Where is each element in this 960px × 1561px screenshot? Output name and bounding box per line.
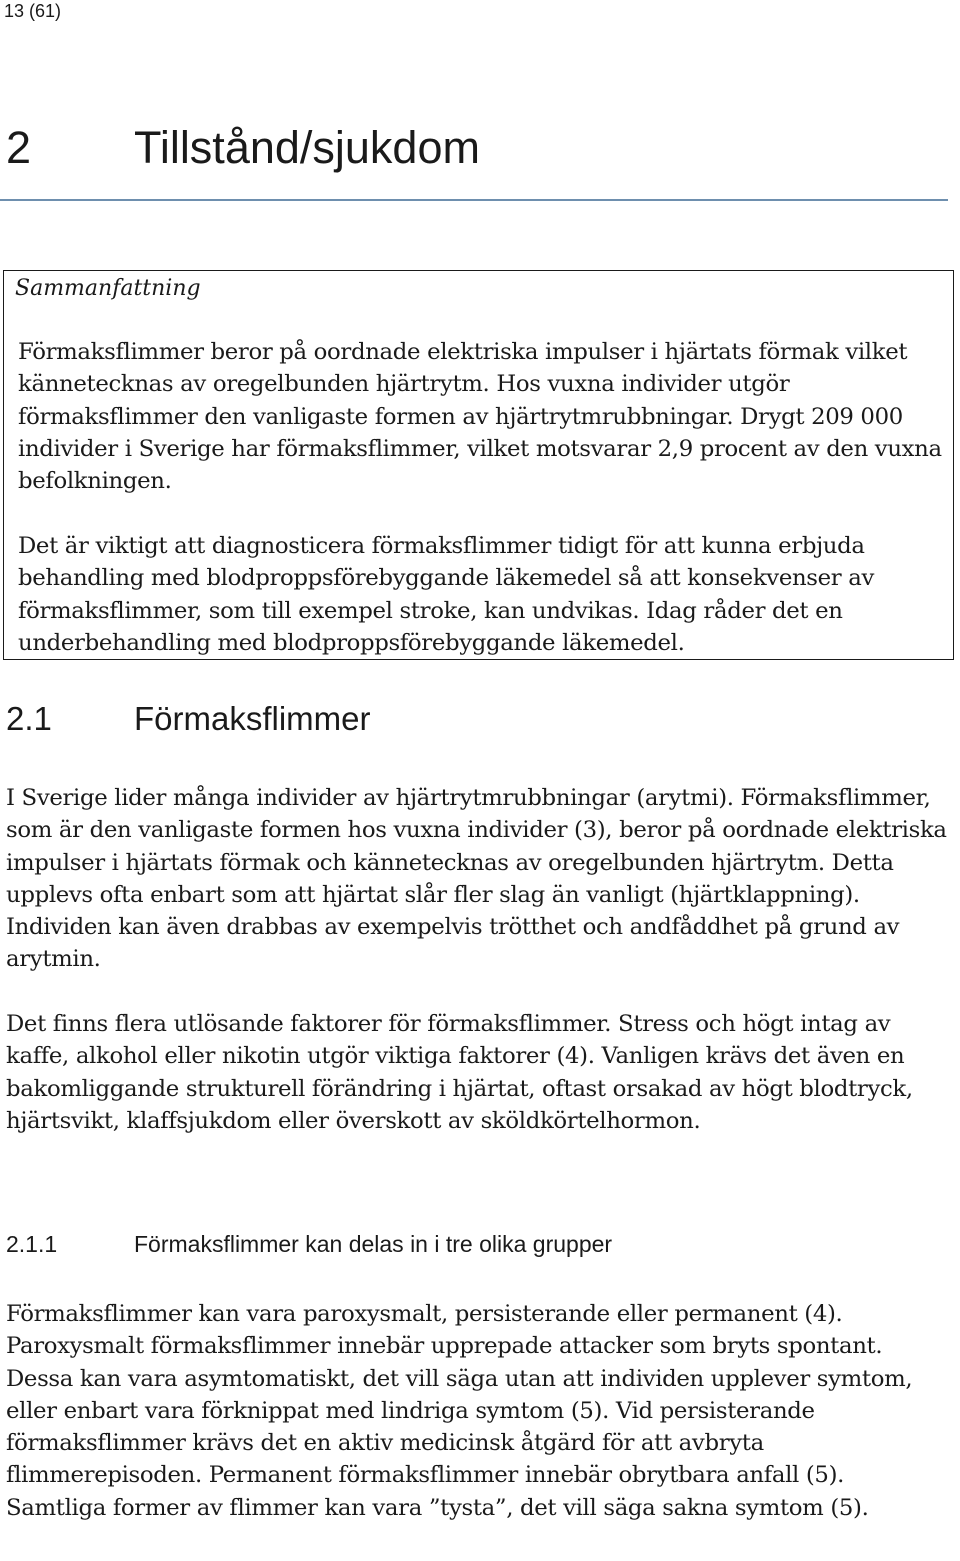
chapter-title: Tillstånd/sjukdom (134, 122, 480, 173)
section-heading (6, 698, 371, 740)
chapter-heading-rule (0, 199, 948, 201)
summary-paragraph-1: Förmaksflimmer beror på oordnade elektriska impulser i hjärtats förmak vilket kännetecknas av oregelbunden hjärtrytm. Hos vuxna individer utgör förmaksflimmer den vanligaste formen av hjärtrytmrubbningar. Drygt 209 000 individer i Sverige har förmaksflimmer, vilket motsvarar 2,9 procent av den vuxna befolkningen. (18, 339, 942, 495)
section-title: Förmaksflimmer (134, 700, 371, 737)
page-number: 13 (61) (4, 1, 62, 21)
section-number: 2.1 (6, 700, 52, 737)
subsection-number: 2.1.1 (6, 1231, 58, 1257)
summary-title: Sammanfattning (15, 276, 201, 301)
chapter-number: 2 (6, 122, 32, 173)
chapter-heading (6, 118, 946, 178)
section-paragraph-1: I Sverige lider många individer av hjärtrytmrubbningar (arytmi). Förmaksflimmer, som är den vanligaste formen hos vuxna individer (3), beror på oordnade elektriska impulser i hjärtats förmak och kännetecknas av oregelbunden hjärtrytm. Detta upplevs ofta enbart som att hjärtat slår fler slag än vanligt (hjärtklappning). Individen kan även drabbas av exempelvis trötthet och andfåddhet på grund av arytmin. (6, 785, 947, 973)
subsection-title: Förmaksflimmer kan delas in i tre olika grupper (134, 1231, 613, 1257)
section-paragraph-2: Det finns flera utlösande faktorer för förmaksflimmer. Stress och högt intag av kaffe, alkohol eller nikotin utgör viktiga faktorer (4). Vanligen krävs det även en bakomliggande strukturell förändring i hjärtat, oftast orsakad av högt blodtryck, hjärtsvikt, klaffsjukdom eller överskott av sköldkörtelhormon. (6, 1011, 913, 1134)
summary-paragraph-2: Det är viktigt att diagnosticera förmaksflimmer tidigt för att kunna erbjuda behandling med blodproppsförebyggande läkemedel så att konsekvenser av förmaksflimmer, som till exempel stroke, kan undvikas. Idag råder det en underbehandling med blodproppsförebyggande läkemedel. (18, 533, 874, 656)
subsection-paragraph-1: Förmaksflimmer kan vara paroxysmalt, persisterande eller permanent (4). Paroxysmalt förmaksflimmer innebär upprepade attacker som bryts spontant. Dessa kan vara asymtomatiskt, det vill säga utan att individen upplever symtom, eller enbart vara förknippat med lindriga symtom (5). Vid persisterande förmaksflimmer krävs det en aktiv medicinsk åtgärd för att avbryta flimmerepisoden. Permanent förmaksflimmer innebär obrytbara anfall (5). Samtliga former av flimmer kan vara ”tysta”, det vill säga sakna symtom (5). (6, 1301, 913, 1521)
subsection-heading (6, 1228, 612, 1260)
